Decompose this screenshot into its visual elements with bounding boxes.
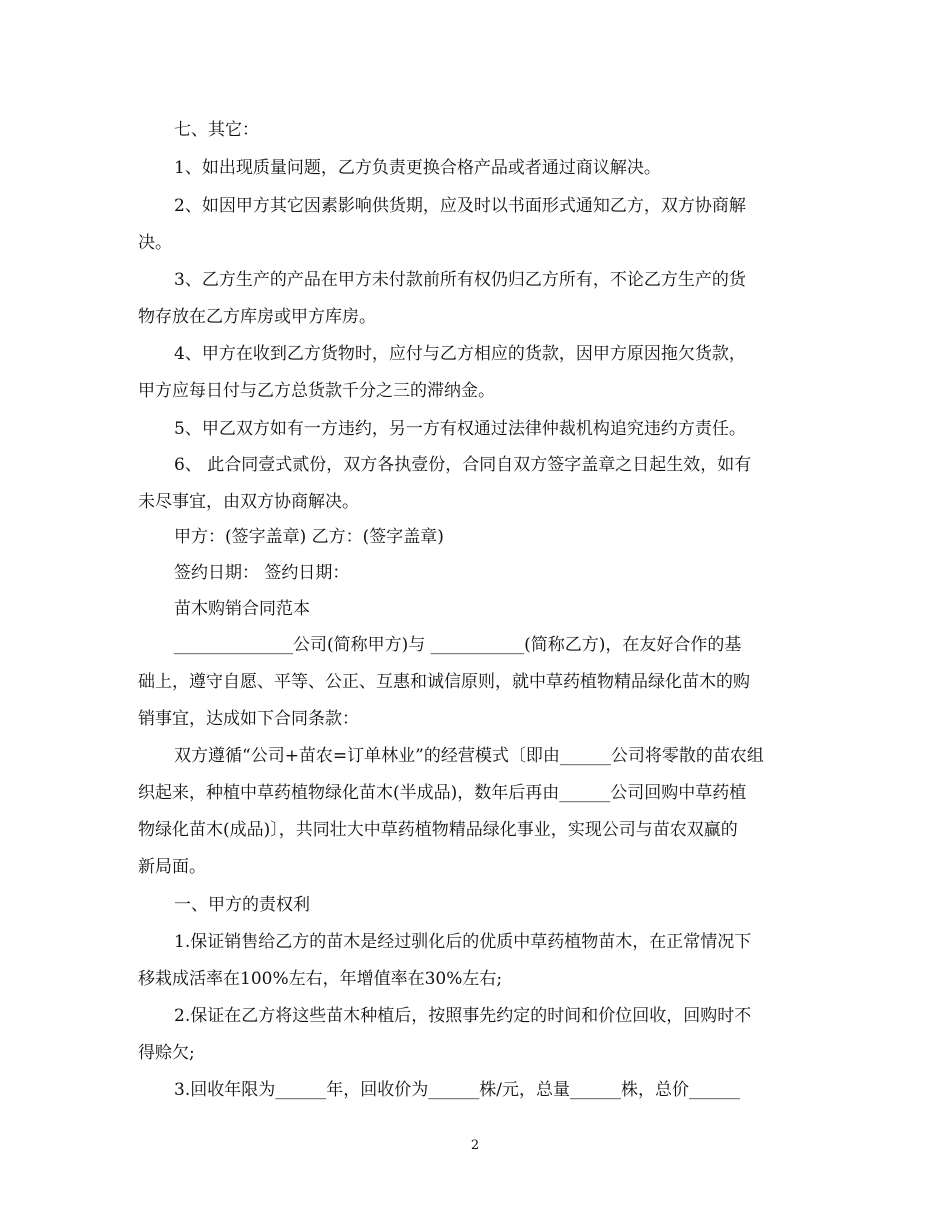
text-line: 甲方：(签字盖章) 乙方：(签字盖章) [174,527,444,547]
text-line: 决。 [138,233,172,253]
paragraph [138,591,818,628]
text-line: 物存放在乙方库房或甲方库房。 [138,307,376,327]
text-line: 2.保证在乙方将这些苗木种植后，按照事先约定的时间和价位回收，回购时不 [174,1006,752,1026]
text-line: 甲方应每日付与乙方总货款千分之三的滞纳金。 [138,381,495,401]
text-line: 双方遵循“公司+苗农=订单林业”的经营模式〔即由______公司将零散的苗农组 [174,746,764,766]
text-line: 销事宜，达成如下合同条款： [138,709,359,729]
text-line: 1、如出现质量问题，乙方负责更换合格产品或者通过商议解决。 [174,158,661,178]
paragraph [138,519,818,556]
paragraph [138,1072,818,1109]
paragraph [138,262,818,336]
paragraph [138,112,818,149]
paragraph [138,887,818,924]
text-line: 一、甲方的责权利 [174,895,310,915]
text-line: 织起来，种植中草药植物绿化苗木(半成品)，数年后再由______公司回购中草药植 [138,783,747,803]
text-line: 3.回收年限为______年，回收价为______株/元，总量______株，总价______ [174,1080,740,1100]
paragraph [138,924,818,998]
text-line: 得赊欠; [138,1043,195,1063]
paragraph [138,738,818,886]
paragraph [138,447,818,521]
text-line: 苗木购销合同范本 [174,599,310,619]
paragraph [138,555,818,592]
paragraph [138,627,818,738]
text-line: 新局面。 [138,857,206,877]
text-line: 七、其它： [174,120,259,140]
paragraph [138,188,818,262]
text-line: 1.保证销售给乙方的苗木是经过驯化后的优质中草药植物苗木，在正常情况下 [174,932,752,952]
text-line: 移栽成活率在100%左右，年增值率在30%左右; [138,969,503,989]
paragraph [138,998,818,1072]
text-line: 签约日期： 签约日期： [174,563,350,583]
text-line: 3、乙方生产的产品在甲方未付款前所有权仍归乙方所有，不论乙方生产的货 [174,270,746,290]
text-line: 6、 此合同壹式贰份，双方各执壹份，合同自双方签字盖章之日起生效，如有 [174,455,752,475]
page-number: 2 [470,1138,480,1153]
text-line: 础上，遵守自愿、平等、公正、互惠和诚信原则，就中草药植物精品绿化苗木的购 [138,672,750,692]
paragraph [138,150,818,187]
text-line: 4、甲方在收到乙方货物时，应付与乙方相应的货款，因甲方原因拖欠货款， [174,344,746,364]
text-line: 物绿化苗木(成品)〕，共同壮大中草药植物精品绿化事业，实现公司与苗农双赢的 [138,820,738,840]
text-line: 2、如因甲方其它因素影响供货期，应及时以书面形式通知乙方，双方协商解 [174,196,746,216]
text-line: 5、甲乙双方如有一方违约，另一方有权通过法律仲裁机构追究违约方责任。 [174,419,746,439]
text-line: 未尽事宜，由双方协商解决。 [138,492,359,512]
paragraph [138,411,818,448]
text-line: ______________公司(简称甲方)与 ___________(简称乙方)，在友好合作的基 [174,635,742,655]
paragraph [138,336,818,410]
